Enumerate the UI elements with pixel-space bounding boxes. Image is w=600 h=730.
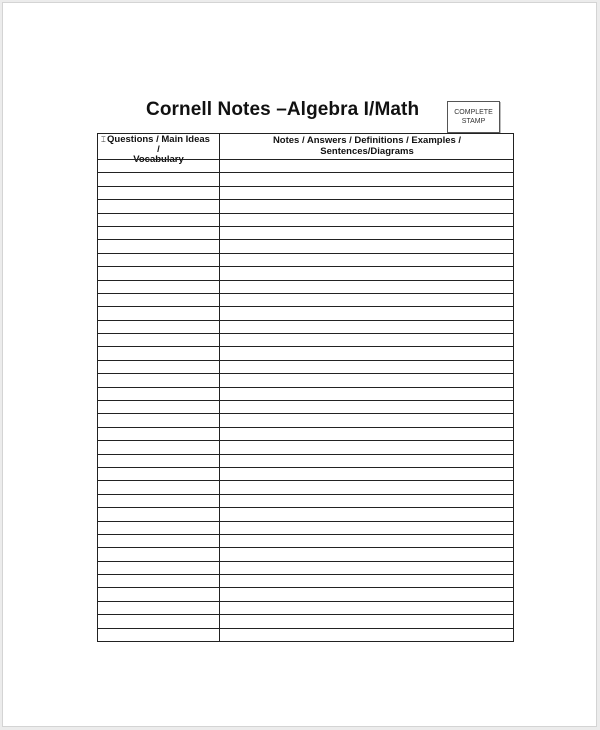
table-row-line (98, 306, 513, 307)
table-row-line (98, 427, 513, 428)
table-row-line (98, 360, 513, 361)
table-row-line (98, 226, 513, 227)
table-row-line (98, 293, 513, 294)
table-row-line (98, 521, 513, 522)
stamp-label-line1: COMPLETE (454, 109, 493, 116)
table-row-line (98, 454, 513, 455)
table-row-line (98, 574, 513, 575)
table-row-line (98, 159, 513, 160)
table-row-line (98, 587, 513, 588)
table-row-line (98, 440, 513, 441)
cornell-notes-table (97, 133, 514, 642)
table-row-line (98, 333, 513, 334)
questions-column-header (98, 134, 219, 159)
table-row-line (98, 239, 513, 240)
table-row-line (98, 467, 513, 468)
questions-header-line3 (98, 155, 219, 165)
table-row-line (98, 507, 513, 508)
stamp-label-line2: STAMP (461, 118, 486, 125)
table-row-line (98, 213, 513, 214)
table-row-line (98, 400, 513, 401)
notes-header-line2: Sentences/Diagrams (320, 146, 414, 157)
notes-header-line1: Notes / Answers / Definitions / Examples / (272, 135, 462, 146)
table-row-line (98, 280, 513, 281)
table-row-line (98, 199, 513, 200)
table-row-line (98, 253, 513, 254)
table-row-line (98, 601, 513, 602)
questions-header-line2: / (157, 144, 160, 155)
table-row-line (98, 373, 513, 374)
complete-stamp-box (447, 101, 500, 133)
table-row-line (98, 320, 513, 321)
table-row-line (98, 266, 513, 267)
table-row-line (98, 186, 513, 187)
table-row-line (98, 628, 513, 629)
table-row-line (98, 494, 513, 495)
page-title: Cornell Notes –Algebra I/Math (146, 99, 420, 120)
text-cursor-icon: ⌶ (101, 135, 106, 144)
table-row-line (98, 547, 513, 548)
table-row-line (98, 413, 513, 414)
notes-column-header (220, 135, 514, 157)
document-page (2, 2, 597, 727)
table-row-line (98, 387, 513, 388)
table-row-line (98, 614, 513, 615)
table-row-line (98, 534, 513, 535)
table-row-line (98, 172, 513, 173)
table-row-line (98, 346, 513, 347)
table-row-line (98, 480, 513, 481)
questions-header-line1: Questions / Main Ideas (107, 134, 210, 145)
table-row-line (98, 561, 513, 562)
